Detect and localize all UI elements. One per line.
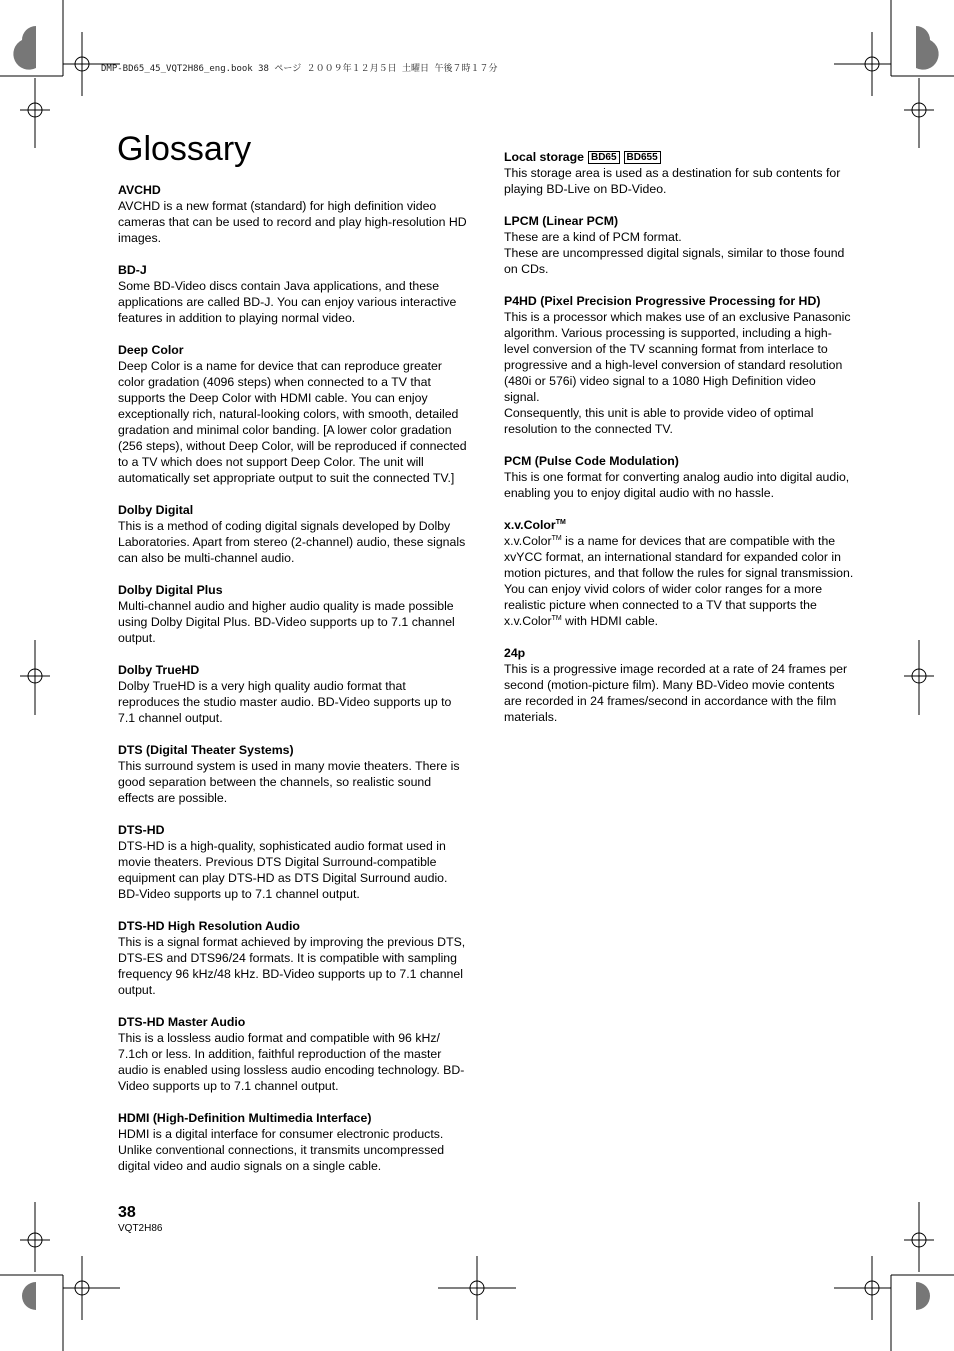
glossary-term: AVCHD bbox=[118, 183, 161, 197]
glossary-definition: This is a processor which makes use of an exclusive Panasonic algorithm. Various processing is supported, including a high-level conversion of the TV scanning format from interlace to progressive and a high-level conversion of standard resolution (480i or 576i) video signal to a 1080 High Definition video signal. bbox=[504, 310, 851, 404]
glossary-entry bbox=[118, 1014, 468, 1094]
glossary-definition: AVCHD is a new format (standard) for high definition video cameras that can be used to record and play high-resolution HD images. bbox=[118, 199, 467, 245]
glossary-entry bbox=[118, 742, 468, 806]
glossary-definition: Consequently, this unit is able to provide video of optimal resolution to the connected TV. bbox=[504, 406, 814, 436]
glossary-entry bbox=[118, 502, 468, 566]
glossary-term: BD-J bbox=[118, 263, 147, 277]
glossary-definition: This surround system is used in many movie theaters. There is good separation between the channels, so realistic sound effects are possible. bbox=[118, 759, 460, 805]
glossary-definition: These are a kind of PCM format. bbox=[504, 230, 682, 244]
glossary-term: Dolby TrueHD bbox=[118, 663, 200, 677]
glossary-definition: Some BD-Video discs contain Java applications, and these applications are called BD-J. You can enjoy various interactive features in addition to playing normal video. bbox=[118, 279, 457, 325]
glossary-entry bbox=[118, 822, 468, 902]
glossary-term: x.v.Color bbox=[504, 518, 556, 532]
glossary-entry bbox=[504, 453, 854, 501]
glossary-column-right bbox=[504, 149, 854, 741]
glossary-definition: Multi-channel audio and higher audio quality is made possible using Dolby Digital Plus. BD-Video supports up to 7.1 channel output. bbox=[118, 599, 455, 645]
model-code: VQT2H86 bbox=[118, 1223, 163, 1234]
glossary-term: Dolby Digital bbox=[118, 503, 194, 517]
glossary-term: DTS-HD Master Audio bbox=[118, 1015, 246, 1029]
glossary-definition: Dolby TrueHD is a very high quality audio format that reproduces the studio master audio. BD-Video supports up to 7.1 channel output. bbox=[118, 679, 452, 725]
glossary-definition: This is a method of coding digital signals developed by Dolby Laboratories. Apart from stereo (2-channel) audio, these signals can also be multi-channel audio. bbox=[118, 519, 466, 565]
glossary-definition: HDMI is a digital interface for consumer electronic products. Unlike conventional connections, it transmits uncompressed digital video and audio signals on a single cable. bbox=[118, 1127, 445, 1173]
glossary-entry bbox=[118, 918, 468, 998]
glossary-entry-xvcolor bbox=[504, 517, 854, 629]
glossary-definition: Deep Color is a name for device that can reproduce greater color gradation (4096 steps) when connected to a TV that supports the Deep Color with HDMI cable. You can enjoy exceptionally rich, natural-looking colors, with smooth, detailed gradation and minimal color banding. [A lower color gradation (256 steps), without Deep Color, will be reproduced if connected to a TV which does not support Deep Color. The unit will automatically set appropriate output to suit the connected TV.] bbox=[118, 359, 467, 485]
glossary-column-left bbox=[118, 182, 468, 1190]
glossary-entry bbox=[504, 293, 854, 437]
glossary-definition: This is a signal format achieved by improving the previous DTS, DTS-ES and DTS96/24 formats. It is compatible with sampling frequency 96 kHz/48 kHz. BD-Video supports up to 7.1 channel output. bbox=[118, 935, 466, 997]
glossary-term: 24p bbox=[504, 646, 526, 660]
model-badge: BD65 bbox=[588, 151, 620, 164]
glossary-term: LPCM (Linear PCM) bbox=[504, 214, 619, 228]
glossary-term: Dolby Digital Plus bbox=[118, 583, 223, 597]
page-title: Glossary bbox=[117, 130, 252, 168]
glossary-term: PCM (Pulse Code Modulation) bbox=[504, 454, 679, 468]
glossary-entry bbox=[118, 1110, 468, 1174]
glossary-entry-local-storage bbox=[504, 149, 854, 197]
glossary-term: HDMI (High-Definition Multimedia Interface) bbox=[118, 1111, 372, 1125]
glossary-definition: This is a lossless audio format and compatible with 96 kHz/ 7.1ch or less. In addition, faithful reproduction of the master audio is enabled using lossless audio encoding technology. BD-Video supports up to 7.1 channel output. bbox=[118, 1031, 465, 1093]
glossary-term: DTS-HD High Resolution Audio bbox=[118, 919, 300, 933]
glossary-definition: You can enjoy vivid colors of wider color ranges for a more realistic picture when connected to a TV that supports the x.v.Color™ with HDMI cable. bbox=[504, 582, 823, 628]
glossary-entry bbox=[118, 342, 468, 486]
print-info-line: DMP-BD65_45_VQT2H86_eng.book 38 ページ ２００９年１２月５日 土曜日 午後７時１７分 bbox=[101, 64, 498, 74]
model-badge: BD655 bbox=[624, 151, 661, 164]
glossary-definition: This storage area is used as a destination for sub contents for playing BD-Live on BD-Video. bbox=[504, 166, 841, 196]
glossary-entry bbox=[118, 662, 468, 726]
glossary-definition: DTS-HD is a high-quality, sophisticated audio format used in movie theaters. Previous DTS Digital Surround-compatible equipment can play DTS-HD as DTS Digital Surround audio. BD-Video supports up to 7.1 channel output. bbox=[118, 839, 448, 901]
glossary-term: Deep Color bbox=[118, 343, 184, 357]
glossary-term: DTS (Digital Theater Systems) bbox=[118, 743, 294, 757]
trademark-symbol: TM bbox=[555, 518, 566, 526]
glossary-entry bbox=[504, 645, 854, 725]
glossary-definition: These are uncompressed digital signals, similar to those found on CDs. bbox=[504, 246, 845, 276]
glossary-entry bbox=[504, 213, 854, 277]
glossary-term: P4HD (Pixel Precision Progressive Processing for HD) bbox=[504, 294, 821, 308]
glossary-term: DTS-HD bbox=[118, 823, 165, 837]
glossary-definition: x.v.Color™ is a name for devices that are compatible with the xvYCC format, an international standard for expanded color in motion pictures, and that follow the rules for signal transmission. bbox=[504, 534, 854, 580]
glossary-definition: This is one format for converting analog audio into digital audio, enabling you to enjoy digital audio with no hassle. bbox=[504, 470, 850, 500]
glossary-term: Local storage bbox=[504, 150, 584, 164]
glossary-entry bbox=[118, 582, 468, 646]
page-number: 38 bbox=[118, 1204, 136, 1221]
glossary-entry bbox=[118, 262, 468, 326]
glossary-entry bbox=[118, 182, 468, 246]
glossary-definition: This is a progressive image recorded at a rate of 24 frames per second (motion-picture film). Many BD-Video movie contents are recorded in 24 frames/second in accordance with the film materials. bbox=[504, 662, 848, 724]
